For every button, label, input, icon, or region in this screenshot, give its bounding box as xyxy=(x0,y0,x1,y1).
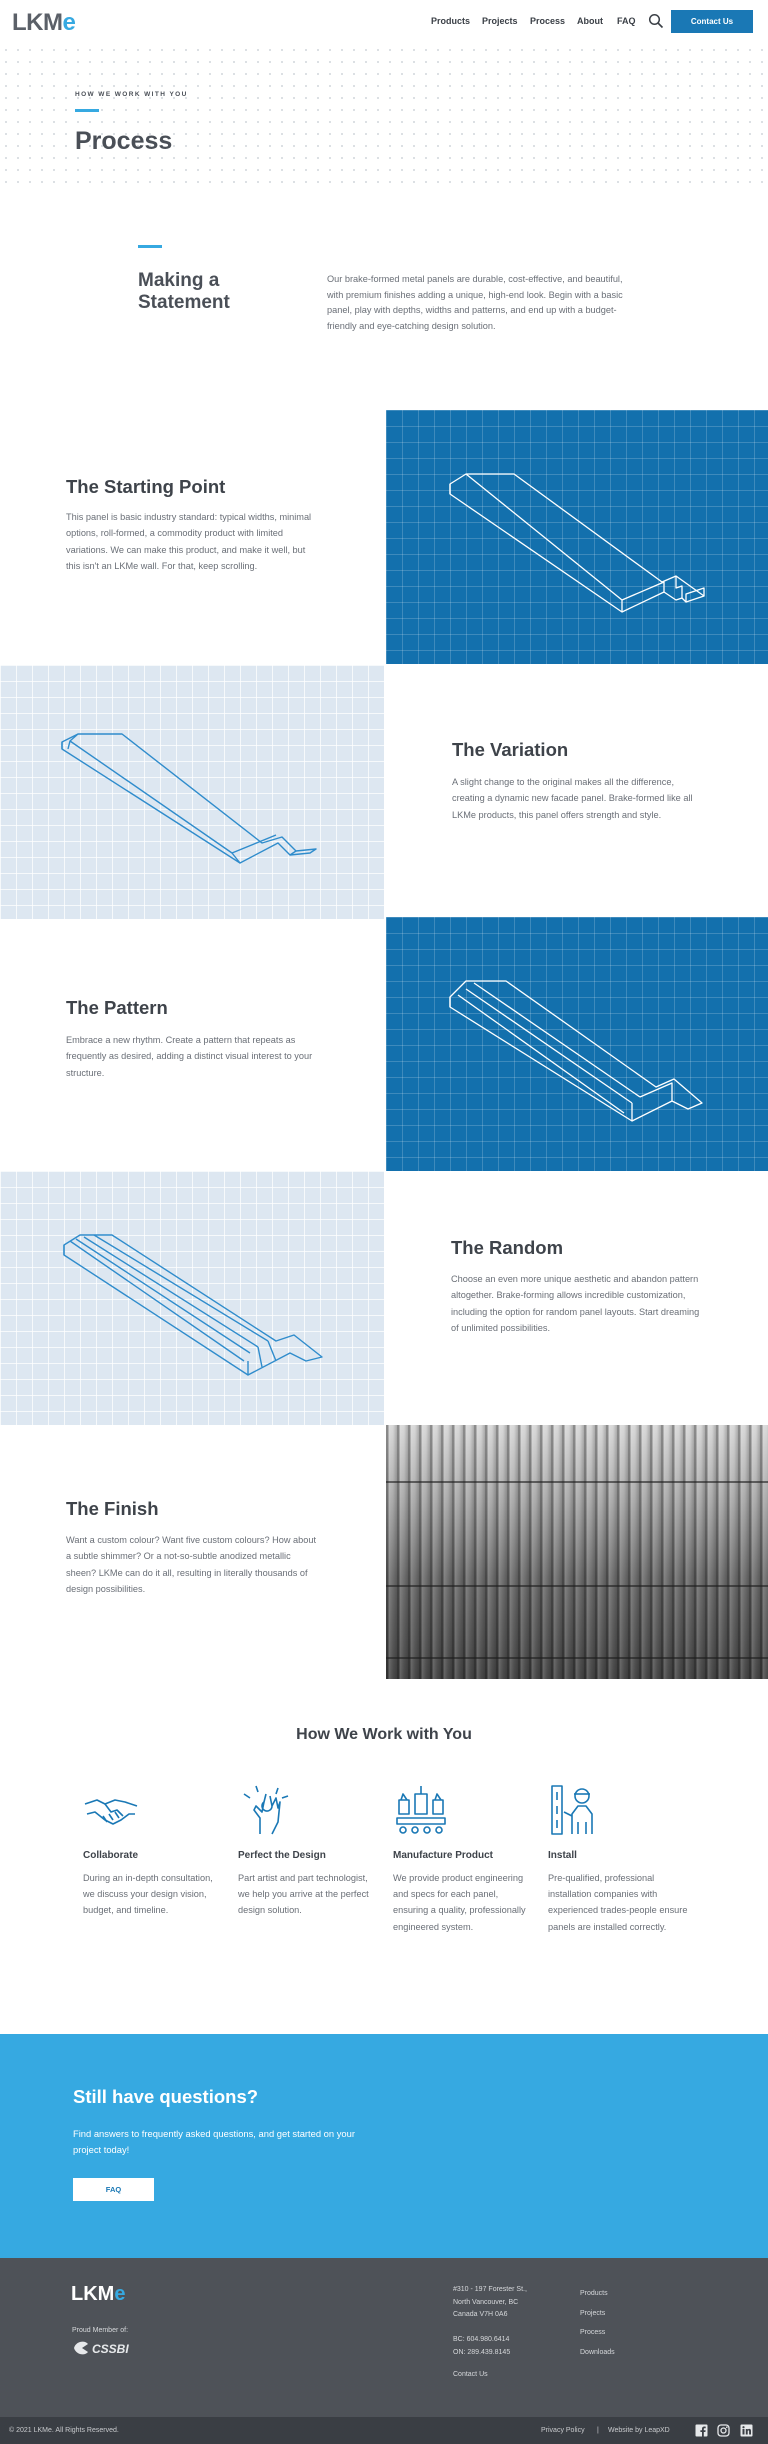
footer-link-products[interactable]: Products xyxy=(580,2290,608,2297)
accent-divider xyxy=(75,109,99,112)
faq-cta xyxy=(0,2034,768,2258)
phone-on[interactable]: ON: 289.439.8145 xyxy=(453,2348,511,2356)
ok-hand-icon xyxy=(238,1782,294,1838)
privacy-policy-link[interactable]: Privacy Policy xyxy=(541,2427,585,2434)
phone-bc[interactable]: BC: 604.980.6414 xyxy=(453,2336,510,2343)
instagram-icon[interactable] xyxy=(717,2424,730,2437)
section-text: This panel is basic industry standard: typical widths, minimal options, roll-formed, a commodity product with limited variations. We can make this product, and make it well, but this isn't an LKMe wall. For that, keep scrolling. xyxy=(66,512,312,571)
metal-facade-photo xyxy=(386,1425,768,1679)
section-variation-text xyxy=(386,665,768,919)
panel-illustration-variation xyxy=(0,665,384,919)
facebook-icon[interactable] xyxy=(695,2424,708,2437)
section-pattern-text xyxy=(0,917,384,1171)
how-we-work-title: How We Work with You xyxy=(296,1726,472,1743)
step-title: Perfect the Design xyxy=(238,1850,326,1861)
section-text: Want a custom colour? Want five custom colours? How about a subtle shimmer? Or a not-so-subtle anodized metallic sheen? LKMe can do it all, resulting in literally thousands of design possibilities. xyxy=(66,1535,317,1594)
statement-text: Our brake-formed metal panels are durable, cost-effective, and beautiful, with premium finishes adding a unique, high-end look. Begin with a basic panel, play with depths, widths and patterns, and end up with a budget-friendly and eye-catching design solution. xyxy=(327,274,623,331)
nav-projects[interactable]: Projects xyxy=(482,16,518,26)
footer-link-process[interactable]: Process xyxy=(580,2329,606,2336)
section-text: Choose an even more unique aesthetic and abandon pattern altogether. Brake-forming allows incredible customization, including the option for random panel layouts. Start dreaming of unlimited possibilities. xyxy=(451,1274,700,1333)
footer-phones xyxy=(453,2334,510,2359)
footer-link-projects[interactable]: Projects xyxy=(580,2309,606,2317)
step-title: Install xyxy=(548,1850,577,1861)
hero xyxy=(0,44,768,192)
cta-text: Find answers to frequently asked questions, and get started on your project today! xyxy=(73,2128,355,2155)
website-by-link[interactable]: Website by LeapXD xyxy=(608,2427,670,2434)
handshake-icon xyxy=(83,1782,139,1838)
section-text: A slight change to the original makes all the difference, creating a dynamic new facade panel. Brake-formed like all LKMe products, this panel offers strength and style. xyxy=(452,777,693,820)
panel-illustration-random xyxy=(0,1171,384,1425)
accent-divider xyxy=(138,245,162,248)
conveyor-icon xyxy=(393,1782,449,1838)
panel-illustration-starting-point xyxy=(386,410,768,664)
footer-bottom-bar xyxy=(0,2417,768,2444)
statement-title: Making a Statement xyxy=(138,270,230,313)
footer-logo[interactable]: LKMe xyxy=(71,2283,126,2305)
section-starting-point-text xyxy=(0,410,384,664)
section-text: Embrace a new rhythm. Create a pattern that repeats as frequently as desired, adding a distinct visual interest to your structure. xyxy=(66,1035,313,1078)
hero-kicker: HOW WE WORK WITH YOU xyxy=(75,91,188,98)
page-title: Process xyxy=(75,127,173,155)
site-header xyxy=(0,0,768,44)
step-title: Collaborate xyxy=(83,1850,139,1861)
separator: | xyxy=(597,2427,599,2434)
nav-faq[interactable]: FAQ xyxy=(617,16,636,26)
contact-us-button[interactable]: Contact Us xyxy=(671,10,753,33)
linkedin-icon[interactable] xyxy=(740,2424,753,2437)
footer-address: #310 - 197 Forester St., North Vancouver, BC Canada V7H 0A6 xyxy=(453,2286,527,2319)
footer-links xyxy=(580,2284,615,2362)
step-title: Manufacture Product xyxy=(393,1850,494,1861)
section-finish-text xyxy=(0,1425,384,1679)
step-text: Pre-qualified, professional installation companies with experienced trades-people ensure panels are installed correctly. xyxy=(548,1873,688,1932)
step-perfect-design xyxy=(238,1782,378,1919)
nav-products[interactable]: Products xyxy=(431,16,471,26)
step-install xyxy=(548,1782,688,1935)
section-title: The Finish xyxy=(66,1498,159,1519)
panel-illustration-pattern xyxy=(386,917,768,1171)
footer-link-downloads[interactable]: Downloads xyxy=(580,2348,615,2356)
search-icon[interactable] xyxy=(648,13,664,29)
step-text: During an in-depth consultation, we discuss your design vision, budget, and timeline. xyxy=(83,1873,213,1916)
section-random-text xyxy=(386,1171,768,1425)
cta-title: Still have questions? xyxy=(73,2086,259,2107)
svg-text:CSSBI: CSSBI xyxy=(92,2342,129,2356)
step-collaborate xyxy=(83,1782,223,1919)
cssbi-logo[interactable] xyxy=(72,2338,148,2358)
section-title: The Random xyxy=(451,1237,564,1258)
step-text: We provide product engineering and specs for each panel, ensuring a quality, professionally engineered system. xyxy=(393,1873,526,1932)
footer-contact-link[interactable]: Contact Us xyxy=(453,2371,488,2378)
step-manufacture xyxy=(393,1782,533,1935)
step-text: Part artist and part technologist, we help you arrive at the perfect design solution. xyxy=(238,1873,369,1916)
section-title: The Variation xyxy=(452,739,569,760)
logo[interactable]: LKMe xyxy=(12,9,76,36)
nav-about[interactable]: About xyxy=(577,16,603,26)
faq-button[interactable]: FAQ xyxy=(73,2178,154,2201)
section-title: The Pattern xyxy=(66,997,168,1018)
member-label: Proud Member of: xyxy=(72,2327,129,2334)
section-title: The Starting Point xyxy=(66,476,226,497)
nav-process[interactable]: Process xyxy=(530,16,566,26)
installer-icon xyxy=(548,1782,604,1838)
site-footer xyxy=(0,2258,768,2417)
copyright: © 2021 LKMe. All Rights Reserved. xyxy=(9,2427,119,2434)
